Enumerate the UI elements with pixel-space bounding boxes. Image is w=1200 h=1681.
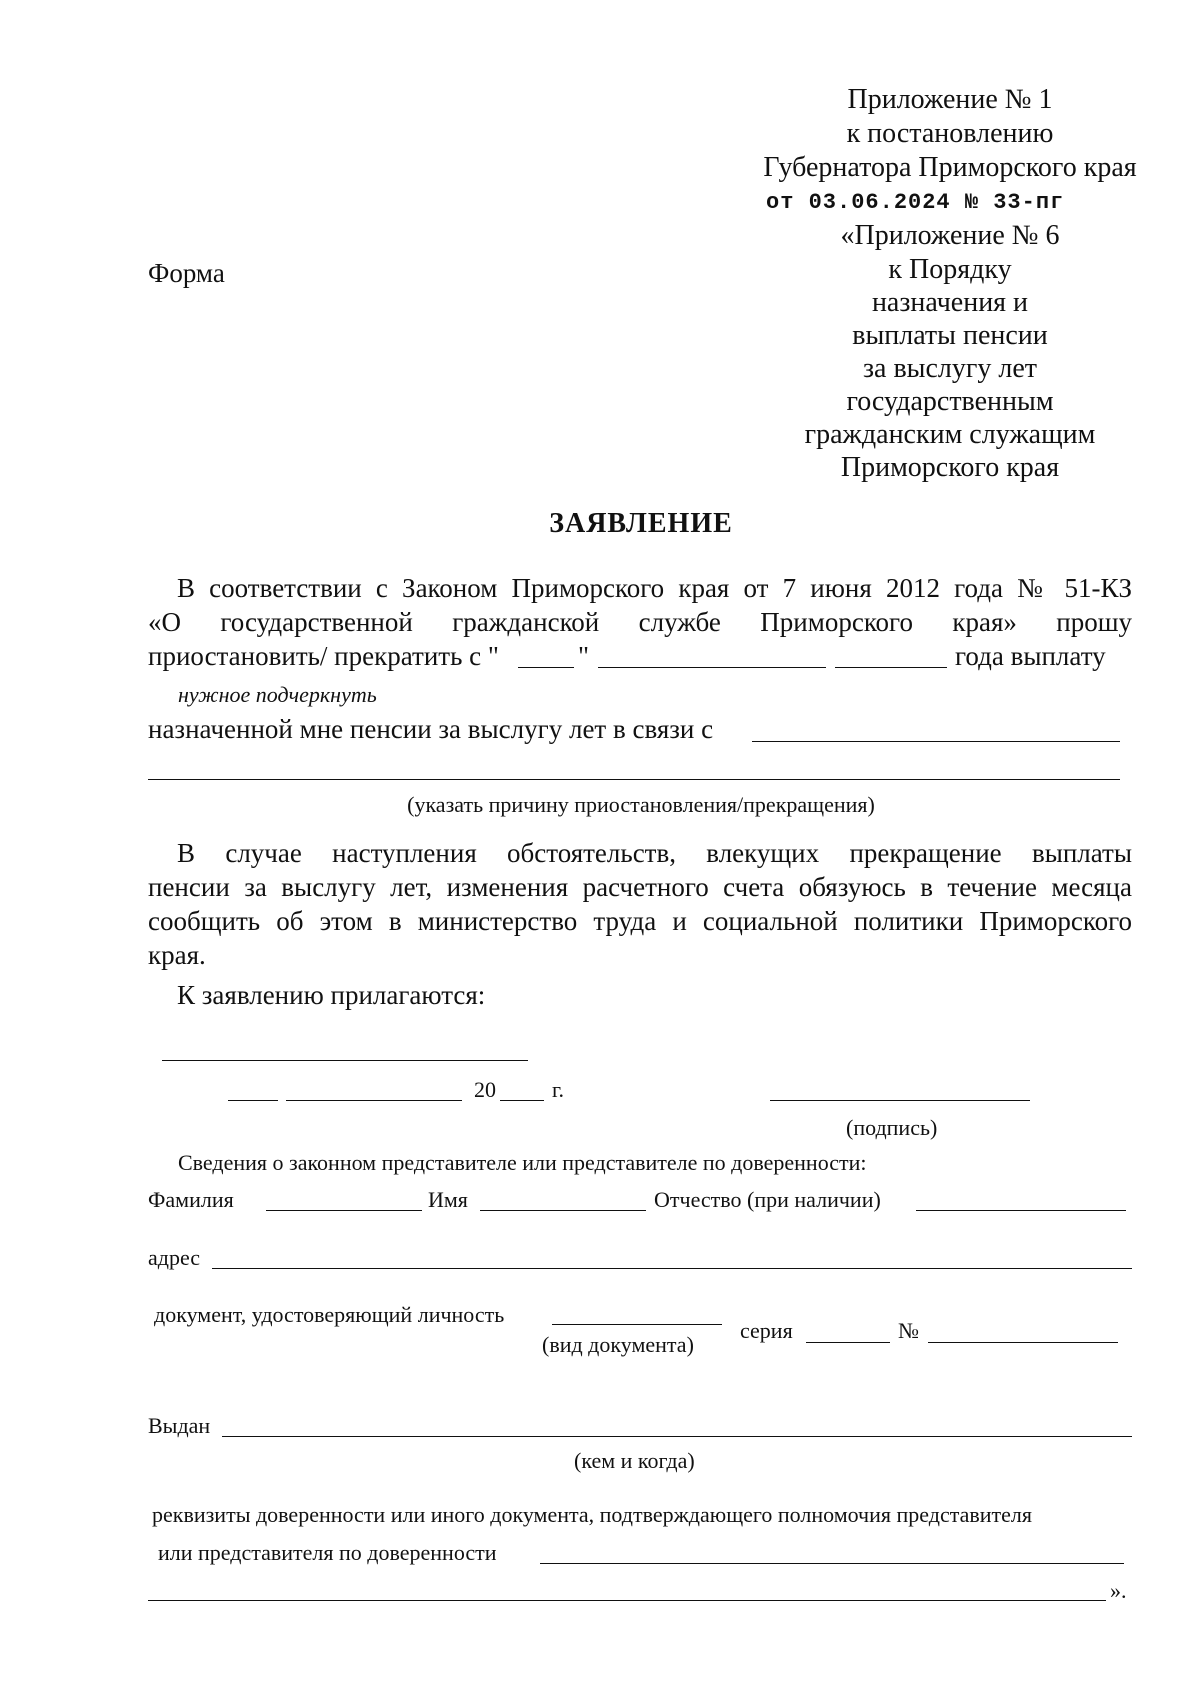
- surname-field[interactable]: [266, 1210, 422, 1211]
- form-label: Форма: [148, 258, 225, 288]
- attachments-field-line[interactable]: [162, 1060, 528, 1061]
- attachments-label: К заявлению прилагаются:: [177, 980, 486, 1010]
- number-label: №: [898, 1318, 919, 1343]
- para2-line-3: сообщить об этом в министерство труда и социальной политики Приморского: [148, 906, 1132, 936]
- name-field[interactable]: [480, 1210, 646, 1211]
- para1-line-2: «О государственной гражданской службе Приморского края» прошу: [148, 607, 1132, 637]
- year-suffix: г.: [552, 1077, 565, 1102]
- year-prefix: 20: [474, 1077, 496, 1102]
- month-field-line[interactable]: [598, 667, 826, 668]
- appendix-line-7: гражданским служащим: [804, 419, 1096, 450]
- name-label: Имя: [428, 1187, 468, 1212]
- series-field[interactable]: [806, 1342, 890, 1343]
- issued-field[interactable]: [222, 1436, 1132, 1437]
- closing-quote: ».: [1110, 1578, 1127, 1603]
- representative-heading: Сведения о законном представителе или представителе по доверенности:: [178, 1150, 867, 1175]
- number-field[interactable]: [928, 1342, 1118, 1343]
- series-label: серия: [740, 1318, 793, 1343]
- appendix-line-8: Приморского края: [840, 452, 1060, 483]
- signature-line[interactable]: [770, 1100, 1030, 1101]
- proxy-field[interactable]: [540, 1563, 1124, 1564]
- para1-line-3c: года выплату: [955, 641, 1106, 671]
- appendix-line-5: за выслугу лет: [862, 353, 1038, 384]
- reason-caption: (указать причину приостановления/прекращения): [407, 792, 875, 817]
- header-line-1: Приложение № 1: [847, 84, 1053, 115]
- issued-caption: (кем и когда): [574, 1448, 695, 1473]
- header-line-3: Губернатора Приморского края: [763, 152, 1137, 183]
- appendix-line-1: «Приложение № 6: [840, 220, 1060, 251]
- issued-label: Выдан: [148, 1413, 211, 1438]
- year-field-line[interactable]: [835, 667, 947, 668]
- date-year-line[interactable]: [500, 1100, 544, 1101]
- address-label: адрес: [148, 1245, 201, 1270]
- patronymic-label: Отчество (при наличии): [654, 1187, 881, 1212]
- id-document-label: документ, удостоверяющий личность: [154, 1302, 505, 1327]
- proxy-line-1: реквизиты доверенности или иного документа, подтверждающего полномочия представителя: [152, 1502, 1032, 1527]
- appendix-line-2: к Порядку: [888, 254, 1012, 285]
- reason-field-line-2[interactable]: [148, 779, 1120, 780]
- para1-line-3a: приостановить/ прекратить с ": [148, 641, 499, 671]
- day-field-line[interactable]: [518, 667, 574, 668]
- doc-type-field[interactable]: [552, 1324, 722, 1325]
- underline-note: нужное подчеркнуть: [178, 682, 377, 707]
- para1-line-1: В соответствии с Законом Приморского края от 7 июня 2012 года № 51-КЗ: [177, 573, 1132, 603]
- date-month-line[interactable]: [286, 1100, 462, 1101]
- header-line-2: к постановлению: [846, 118, 1054, 149]
- appendix-line-6: государственным: [846, 386, 1054, 417]
- signature-caption: (подпись): [846, 1115, 938, 1140]
- para2-line-1: В случае наступления обстоятельств, влекущих прекращение выплаты: [177, 838, 1132, 868]
- surname-label: Фамилия: [148, 1187, 234, 1212]
- para1-line-3b: ": [578, 641, 590, 671]
- doc-type-caption: (вид документа): [542, 1332, 694, 1357]
- patronymic-field[interactable]: [916, 1210, 1126, 1211]
- decree-stamp: от 03.06.2024 № 33-пг: [766, 190, 1065, 215]
- reason-field-line[interactable]: [752, 741, 1120, 742]
- appendix-line-4: выплаты пенсии: [852, 320, 1048, 351]
- para1-line-4: назначенной мне пенсии за выслугу лет в связи с: [148, 714, 714, 744]
- para2-line-2: пенсии за выслугу лет, изменения расчетного счета обязуюсь в течение месяца: [148, 872, 1132, 902]
- date-day-line[interactable]: [228, 1100, 278, 1101]
- address-field[interactable]: [212, 1268, 1132, 1269]
- appendix-line-3: назначения и: [871, 287, 1029, 318]
- proxy-field-2[interactable]: [148, 1600, 1106, 1601]
- document-title: ЗАЯВЛЕНИЕ: [549, 508, 733, 539]
- para2-line-4: края.: [148, 940, 206, 970]
- proxy-line-2: или представителя по доверенности: [158, 1540, 497, 1565]
